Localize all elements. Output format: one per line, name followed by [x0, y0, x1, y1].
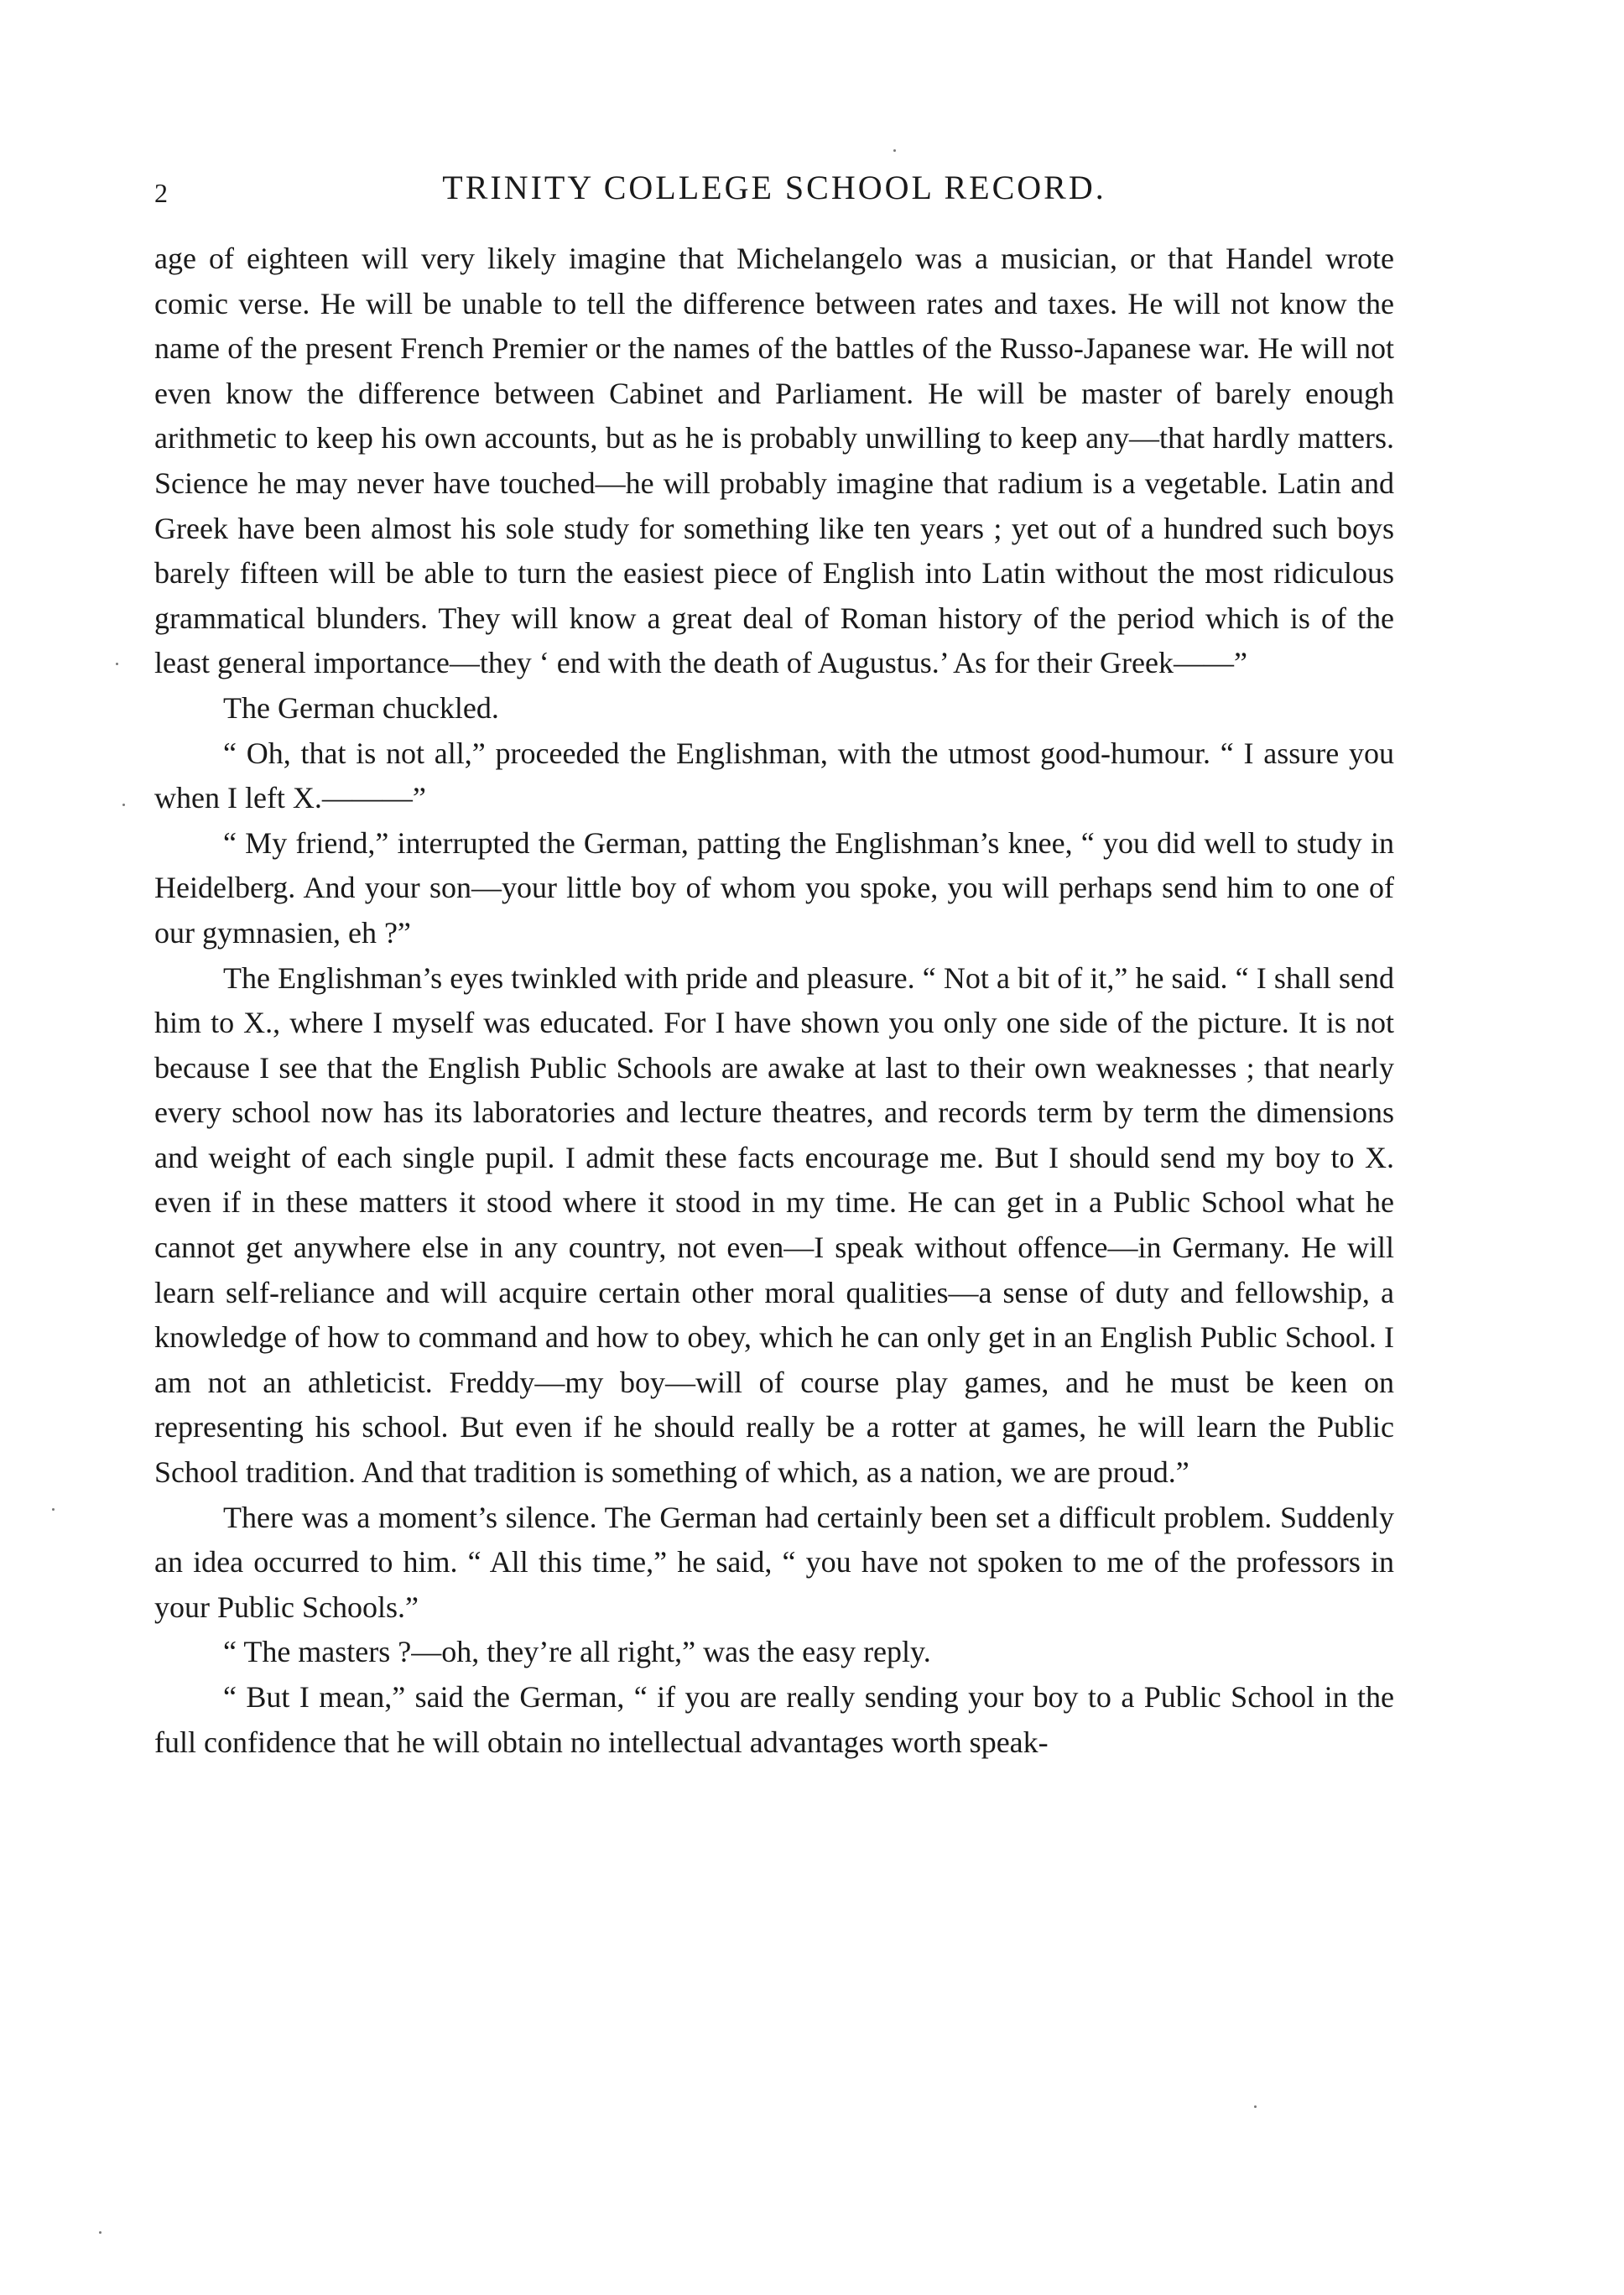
paragraph: age of eighteen will very likely imagine that Michelangelo was a musician, or that Handel wrote comic verse. He will be unable to tell the difference between rates and taxes. He will not know the name of the present French Premier or the names of the battles of the Russo-Japanese war. He will not even know the difference between Cabinet and Parliament. He will be master of barely enough arithmetic to keep his own accounts, but as he is probably unwilling to keep any—that hardly matters. Science he may never have touched—he will probably imagine that radium is a vegetable. Latin and Greek have been almost his sole study for something like ten years ; yet out of a hundred such boys barely fifteen will be able to turn the easiest piece of English into Latin without the most ridiculous grammatical blunders. They will know a great deal of Roman history of the period which is of the least general importance—they ‘ end with the death of Augustus.’ As for their Greek——”: [154, 242, 1394, 680]
body-text: [154, 237, 1394, 1765]
paragraph: “ Oh, that is not all,” proceeded the Englishman, with the utmost good-humour. “ I assure you when I left X.———”: [154, 736, 1394, 815]
paragraph: “ But I mean,” said the German, “ if you are really sending your boy to a Public School in the full confidence that he will obtain no intellectual advantages worth speak-: [154, 1680, 1394, 1759]
scan-speck: [99, 2231, 102, 2234]
scan-speck: [1254, 2105, 1257, 2108]
scan-speck: [893, 149, 896, 152]
scan-speck: [122, 804, 125, 806]
paragraph: The Englishman’s eyes twinkled with pride and pleasure. “ Not a bit of it,” he said. “ I shall send him to X., where I myself was educated. For I have shown you only one side of the picture. It is not because I see that the English Public Schools are awake at last to their own weaknesses ; that nearly every school now has its laboratories and lecture theatres, and records term by term the dimensions and weight of each single pupil. I admit these facts encourage me. But I should send my boy to X. even if in these matters it stood where it stood in my time. He can get in a Public School what he cannot get anywhere else in any country, not even—I speak without offence—in Germany. He will learn self-reliance and will acquire certain other moral qualities—a sense of duty and fellowship, a knowledge of how to command and how to obey, which he can only get in an English Public School. I am not an athleticist. Freddy—my boy—will of course play games, and he must be keen on representing his school. But even if he should really be a rotter at games, he will learn the Public School tradition. And that tradition is something of which, as a nation, we are proud.”: [154, 960, 1394, 1490]
page-number: 2: [154, 178, 168, 208]
scan-speck: [116, 663, 118, 665]
paragraph: “ My friend,” interrupted the German, patting the Englishman’s knee, “ you did well to study in Heidelberg. And your son—your little boy of whom you spoke, you will perhaps send him to one of our gymnasien, eh ?”: [154, 825, 1394, 950]
paragraph: The German chuckled.: [223, 690, 499, 725]
scan-speck: [52, 1508, 55, 1511]
page-header: [154, 168, 1394, 218]
running-head: TRINITY COLLEGE SCHOOL RECORD.: [442, 169, 1106, 206]
paragraph: There was a moment’s silence. The German had certainly been set a difficult problem. Suddenly an idea occurred to him. “ All this time,” he said, “ you have not spoken to me of the professors in your Public Schools.”: [154, 1500, 1394, 1624]
paragraph: “ The masters ?—oh, they’re all right,” was the easy reply.: [223, 1635, 931, 1669]
